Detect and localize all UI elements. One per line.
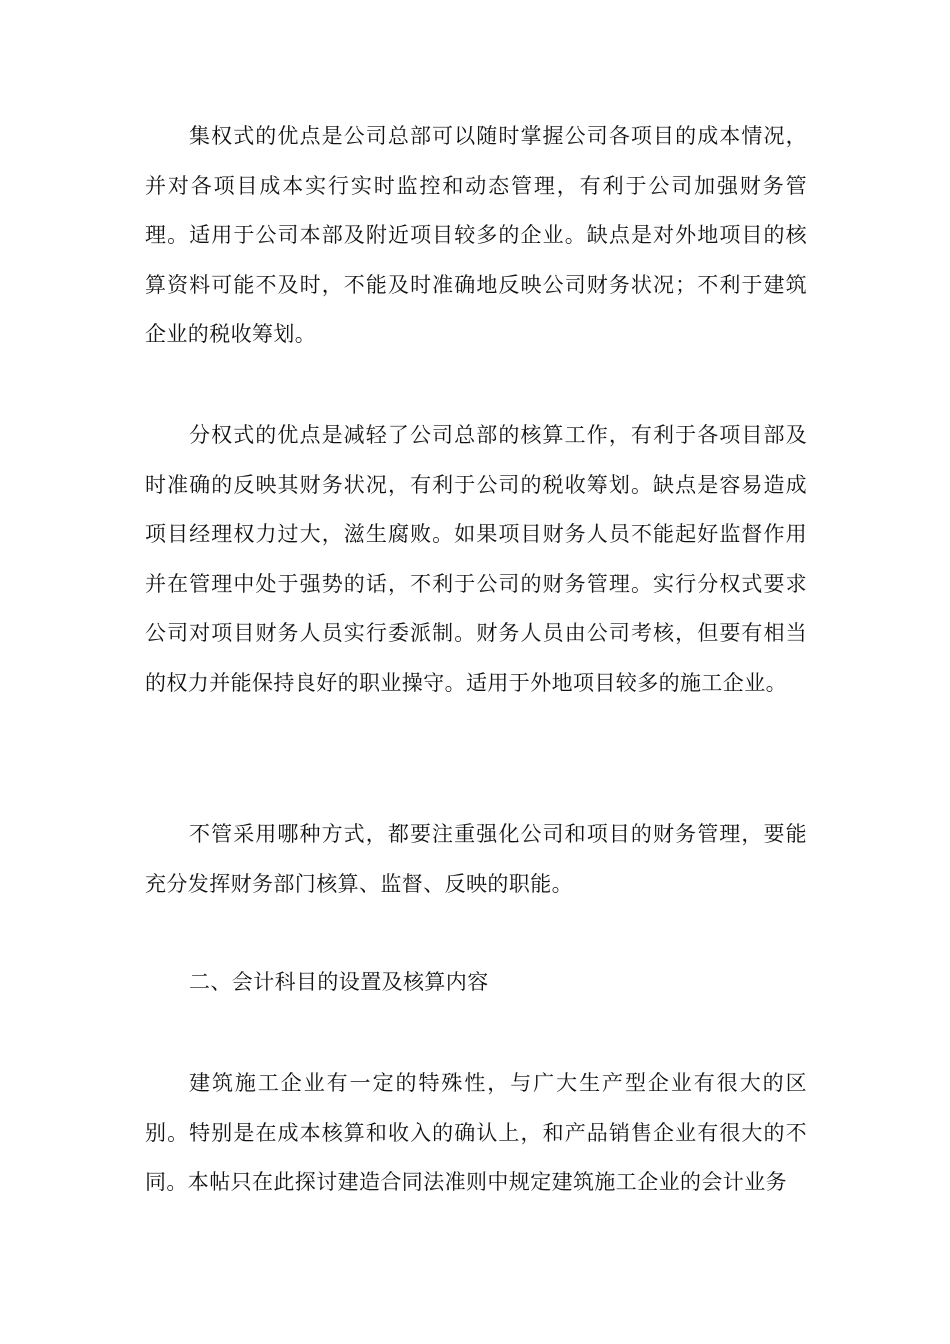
paragraph-construction: 建筑施工企业有一定的特殊性，与广大生产型企业有很大的区别。特别是在成本核算和收入的确认上，和产品销售企业有很大的不同。本帖只在此探讨建造合同法准则中规定建筑施工企业的会计业务 [145, 1071, 807, 1194]
paragraph-decentralized: 分权式的优点是减轻了公司总部的核算工作，有利于各项目部及时准确的反映其财务状况，有利于公司的税收筹划。缺点是容易造成项目经理权力过大，滋生腐败。如果项目财务人员不能起好监督作用并在管理中处于强势的话，不利于公司的财务管理。实行分权式要求公司对项目财务人员实行委派制。财务人员由公司考核，但要有相当的权力并能保持良好的职业操守。适用于外地项目较多的施工企业。 [145, 423, 807, 695]
section-heading: 二、会计科目的设置及核算内容 [189, 970, 489, 994]
paragraph-summary: 不管采用哪种方式，都要注重强化公司和项目的财务管理，要能充分发挥财务部门核算、监督、反映的职能。 [145, 822, 807, 896]
paragraph-centralized: 集权式的优点是公司总部可以随时掌握公司各项目的成本情况，并对各项目成本实行实时监控和动态管理，有利于公司加强财务管理。适用于公司本部及附近项目较多的企业。缺点是对外地项目的核算资料可能不及时，不能及时准确地反映公司财务状况；不利于建筑企业的税收筹划。 [145, 124, 807, 346]
